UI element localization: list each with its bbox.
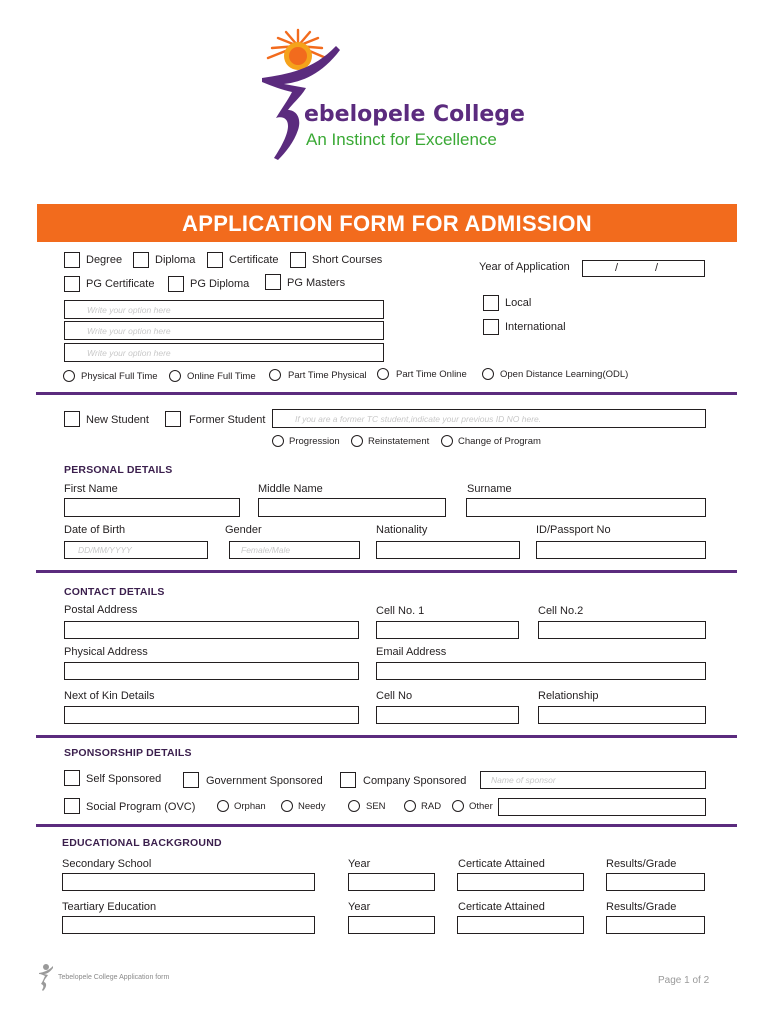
option-field-2[interactable] <box>64 321 384 340</box>
secondary-year-field[interactable] <box>348 873 435 891</box>
social-program-label: Social Program (OVC) <box>86 801 196 813</box>
relationship-field[interactable] <box>538 706 706 724</box>
other-radio[interactable] <box>452 800 464 812</box>
cell-2-field[interactable] <box>538 621 706 639</box>
id-passport-label: ID/Passport No <box>536 524 611 536</box>
sen-radio[interactable] <box>348 800 360 812</box>
short-courses-checkbox[interactable] <box>290 252 306 268</box>
section-divider-1 <box>36 392 737 395</box>
cell-1-label: Cell No. 1 <box>376 605 425 617</box>
pg-diploma-checkbox[interactable] <box>168 276 184 292</box>
mode-odl-label: Open Distance Learning(ODL) <box>500 369 629 380</box>
new-student-checkbox[interactable] <box>64 411 80 427</box>
first-name-label: First Name <box>64 483 118 495</box>
option-placeholder-3: Write your option here <box>87 347 171 358</box>
next-of-kin-label: Next of Kin Details <box>64 690 155 702</box>
middle-name-field[interactable] <box>258 498 446 517</box>
sponsor-name-placeholder: Name of sponsor <box>491 775 556 785</box>
local-checkbox[interactable] <box>483 295 499 311</box>
reinstatement-radio[interactable] <box>351 435 363 447</box>
next-of-kin-field[interactable] <box>64 706 359 724</box>
cell-2-label: Cell No.2 <box>538 605 584 617</box>
educational-background-heading: EDUCATIONAL BACKGROUND <box>62 837 222 849</box>
physical-address-field[interactable] <box>64 662 359 680</box>
secondary-school-field[interactable] <box>62 873 315 891</box>
dob-placeholder: DD/MM/YYYY <box>78 545 132 555</box>
mode-odl-radio[interactable] <box>482 368 494 380</box>
surname-field[interactable] <box>466 498 706 517</box>
progression-radio[interactable] <box>272 435 284 447</box>
sponsorship-details-heading: SPONSORSHIP DETAILS <box>64 747 192 759</box>
diploma-checkbox[interactable] <box>133 252 149 268</box>
tertiary-education-field[interactable] <box>62 916 315 934</box>
secondary-certificate-label: Certicate Attained <box>458 858 545 870</box>
diploma-label: Diploma <box>155 254 196 266</box>
footer-page-number: Page 1 of 2 <box>658 975 710 986</box>
mode-online-full-time-label: Online Full Time <box>187 371 256 382</box>
pg-masters-label: PG Masters <box>287 277 346 289</box>
change-of-program-label: Change of Program <box>458 436 541 447</box>
mode-physical-full-time-radio[interactable] <box>63 370 75 382</box>
needy-label: Needy <box>298 801 326 812</box>
section-divider-3 <box>36 735 737 738</box>
postal-address-field[interactable] <box>64 621 359 639</box>
email-field[interactable] <box>376 662 706 680</box>
mode-online-full-time-radio[interactable] <box>169 370 181 382</box>
previous-id-placeholder: If you are a former TC student,indicate your previous ID NO here. <box>295 413 542 424</box>
government-sponsored-checkbox[interactable] <box>183 772 199 788</box>
year-of-application-field[interactable] <box>582 260 705 277</box>
orphan-radio[interactable] <box>217 800 229 812</box>
social-program-checkbox[interactable] <box>64 798 80 814</box>
other-field[interactable] <box>498 798 706 816</box>
other-label: Other <box>469 801 493 812</box>
change-of-program-radio[interactable] <box>441 435 453 447</box>
nationality-field[interactable] <box>376 541 520 559</box>
sponsor-name-field[interactable] <box>480 771 706 789</box>
section-divider-2 <box>36 570 737 573</box>
dob-label: Date of Birth <box>64 524 126 536</box>
college-name: ebelopele College <box>304 102 525 127</box>
contact-details-heading: CONTACT DETAILS <box>64 586 165 598</box>
gender-placeholder: Female/Male <box>241 545 291 555</box>
secondary-year-label: Year <box>348 858 371 870</box>
needy-radio[interactable] <box>281 800 293 812</box>
former-student-label: Former Student <box>189 414 266 426</box>
mode-part-time-physical-radio[interactable] <box>269 369 281 381</box>
gender-field[interactable] <box>229 541 360 559</box>
certificate-label: Certificate <box>229 254 279 266</box>
tertiary-results-field[interactable] <box>606 916 705 934</box>
degree-checkbox[interactable] <box>64 252 80 268</box>
company-sponsored-label: Company Sponsored <box>363 775 467 787</box>
dob-field[interactable] <box>64 541 208 559</box>
footer-document-name: Tebelopele College Application form <box>58 974 170 981</box>
pg-masters-checkbox[interactable] <box>265 274 281 290</box>
year-sep-2: / <box>655 262 659 274</box>
form-title-banner <box>37 204 737 242</box>
year-of-application-label: Year of Application <box>479 261 570 273</box>
international-checkbox[interactable] <box>483 319 499 335</box>
tertiary-education-label: Teartiary Education <box>62 901 157 913</box>
local-label: Local <box>505 297 532 309</box>
option-field-1[interactable] <box>64 300 384 319</box>
college-logo <box>258 26 548 166</box>
first-name-field[interactable] <box>64 498 240 517</box>
self-sponsored-label: Self Sponsored <box>86 773 162 785</box>
international-label: International <box>505 321 566 333</box>
mode-part-time-online-radio[interactable] <box>377 368 389 380</box>
cell-1-field[interactable] <box>376 621 519 639</box>
surname-label: Surname <box>467 483 512 495</box>
tertiary-results-label: Results/Grade <box>606 901 677 913</box>
pg-certificate-checkbox[interactable] <box>64 276 80 292</box>
pg-certificate-label: PG Certificate <box>86 278 155 290</box>
rad-radio[interactable] <box>404 800 416 812</box>
email-label: Email Address <box>376 646 447 658</box>
mode-part-time-physical-label: Part Time Physical <box>288 370 367 381</box>
secondary-results-label: Results/Grade <box>606 858 677 870</box>
footer-logo-icon <box>38 962 54 992</box>
new-student-label: New Student <box>86 414 149 426</box>
kin-cell-label: Cell No <box>376 690 413 702</box>
option-placeholder-1: Write your option here <box>87 304 171 315</box>
option-field-3[interactable] <box>64 343 384 362</box>
year-sep-1: / <box>615 262 619 274</box>
section-divider-4 <box>36 824 737 827</box>
mode-part-time-online-label: Part Time Online <box>396 369 467 380</box>
tertiary-certificate-label: Certicate Attained <box>458 901 545 913</box>
form-title: APPLICATION FORM FOR ADMISSION <box>182 211 592 236</box>
id-passport-field[interactable] <box>536 541 706 559</box>
self-sponsored-checkbox[interactable] <box>64 770 80 786</box>
company-sponsored-checkbox[interactable] <box>340 772 356 788</box>
tertiary-year-field[interactable] <box>348 916 435 934</box>
pg-diploma-label: PG Diploma <box>190 278 250 290</box>
short-courses-label: Short Courses <box>312 254 383 266</box>
secondary-school-label: Secondary School <box>62 858 152 870</box>
college-tagline: An Instinct for Excellence <box>306 130 497 149</box>
secondary-certificate-field[interactable] <box>457 873 584 891</box>
sen-label: SEN <box>366 801 386 812</box>
kin-cell-field[interactable] <box>376 706 519 724</box>
middle-name-label: Middle Name <box>258 483 323 495</box>
option-placeholder-2: Write your option here <box>87 325 171 336</box>
nationality-label: Nationality <box>376 524 428 536</box>
former-student-checkbox[interactable] <box>165 411 181 427</box>
postal-address-label: Postal Address <box>64 604 138 616</box>
rad-label: RAD <box>421 801 442 812</box>
government-sponsored-label: Government Sponsored <box>206 775 323 787</box>
progression-label: Progression <box>289 436 340 447</box>
personal-details-heading: PERSONAL DETAILS <box>64 464 173 476</box>
physical-address-label: Physical Address <box>64 646 148 658</box>
tertiary-year-label: Year <box>348 901 371 913</box>
orphan-label: Orphan <box>234 801 266 812</box>
previous-id-field[interactable] <box>272 409 706 428</box>
gender-label: Gender <box>225 524 262 536</box>
mode-physical-full-time-label: Physical Full Time <box>81 371 158 382</box>
certificate-checkbox[interactable] <box>207 252 223 268</box>
relationship-label: Relationship <box>538 690 599 702</box>
secondary-results-field[interactable] <box>606 873 705 891</box>
reinstatement-label: Reinstatement <box>368 436 430 447</box>
tertiary-certificate-field[interactable] <box>457 916 584 934</box>
degree-label: Degree <box>86 254 123 266</box>
